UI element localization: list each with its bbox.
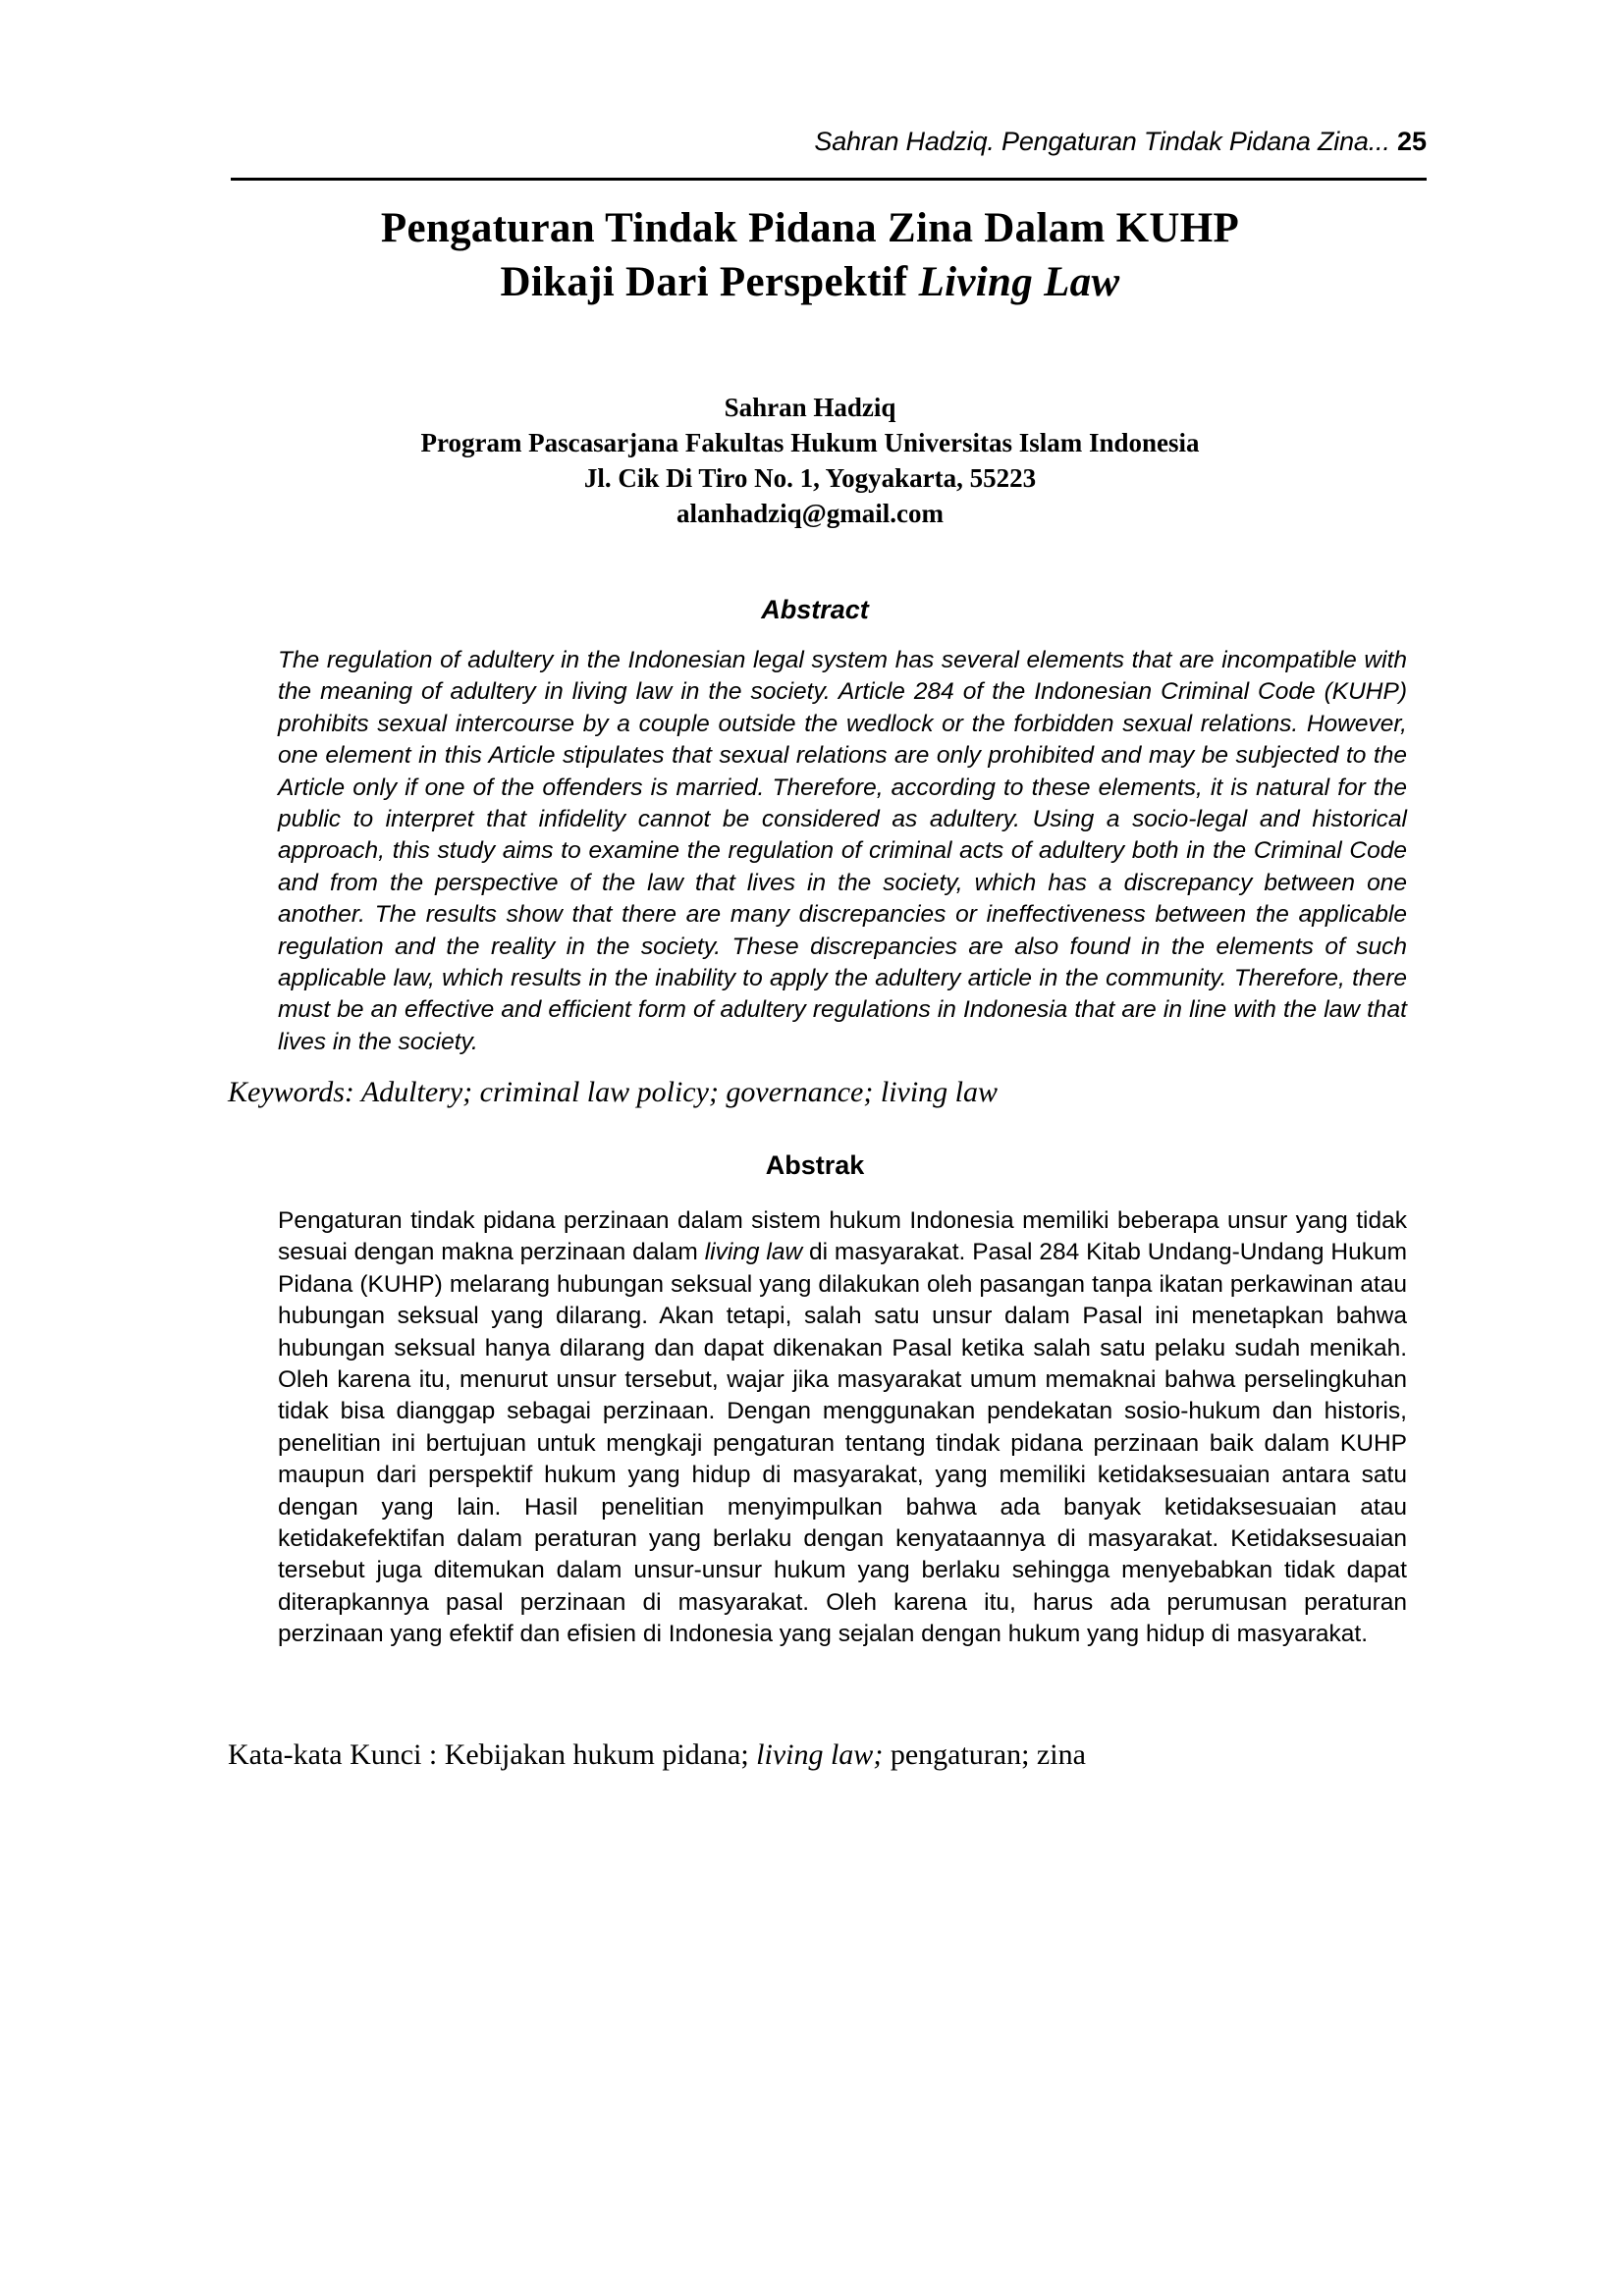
article-title-line-2-italic: Living Law xyxy=(918,259,1120,305)
author-affiliation: Program Pascasarjana Fakultas Hukum Universitas Islam Indonesia xyxy=(420,428,1200,457)
author-block xyxy=(187,390,1434,531)
keywords-indonesian xyxy=(228,1735,1426,1775)
header-divider xyxy=(231,178,1427,181)
article-title xyxy=(187,201,1434,309)
abstrak-body-part-2: di masyarakat. Pasal 284 Kitab Undang-Undang Hukum Pidana (KUHP) melarang hubungan seksual yang dilakukan oleh pasangan tanpa ikatan perkawinan atau hubungan seksual yang dilarang. Akan tetapi, salah satu unsur dalam Pasal ini menetapkan bahwa hubungan seksual hanya dilarang dan dapat dikenakan Pasal ketika salah satu pelaku sudah menikah. Oleh karena itu, menurut unsur tersebut, wajar jika masyarakat umum memaknai bahwa perselingkuhan tidak bisa dianggap sebagai perzinaan. Dengan menggunakan pendekatan sosio-hukum dan historis, penelitian ini bertujuan untuk mengkaji pengaturan tentang tindak pidana perzinaan baik dalam KUHP maupun dari perspektif hukum yang hidup di masyarakat, yang memiliki ketidaksesuaian antara satu dengan yang lain. Hasil penelitian menyimpulkan bahwa ada banyak ketidaksesuaian atau ketidakefektifan dalam peraturan yang berlaku dengan kenyataannya di masyarakat. Ketidaksesuaian tersebut juga ditemukan dalam unsur-unsur hukum yang berlaku sehingga menyebabkan tidak dapat diterapkannya pasal perzinaan di masyarakat. Oleh karena itu, harus ada perumusan peraturan perzinaan yang efektif dan efisien di Indonesia yang sejalan dengan hukum yang hidup di masyarakat. xyxy=(278,1239,1408,1648)
keywords-english xyxy=(228,1073,1426,1112)
running-head-title: Sahran Hadziq. Pengaturan Tindak Pidana Zina... xyxy=(814,127,1390,156)
abstract-body: The regulation of adultery in the Indonesian legal system has several elements that are incompatible with the meaning of adultery in living law in the society. Article 284 of the Indonesian Criminal Code (KUHP) prohibits sexual intercourse by a couple outside the wedlock or the forbidden sexual relations. However, one element in this Article stipulates that sexual relations are only prohibited and may be subjected to the Article only if one of the offenders is married. Therefore, according to these elements, it is natural for the public to interpret that infidelity cannot be considered as adultery. Using a socio-legal and historical approach, this study aims to examine the regulation of criminal acts of adultery both in the Criminal Code and from the perspective of the law that lives in the society, which has a discrepancy between one another. The results show that there are many discrepancies or ineffectiveness between the applicable regulation and the reality in the society. These discrepancies are also found in the elements of such applicable law, which results in the inability to apply the adultery article in the community. Therefore, there must be an effective and efficient form of adultery regulations in Indonesia that are in line with the law that lives in the society. xyxy=(278,647,1407,1055)
keywords-indonesian-label: Kata-kata Kunci : Kebijakan hukum pidana; xyxy=(228,1738,757,1771)
abstract-heading: Abstract xyxy=(761,595,869,624)
author-email: alanhadziq@gmail.com xyxy=(676,499,944,528)
article-title-line-1: Pengaturan Tindak Pidana Zina Dalam KUHP xyxy=(380,205,1240,251)
abstrak-body-part-1: Pengaturan tindak pidana perzinaan dalam sistem hukum Indonesia memiliki beberapa unsur yang tidak sesuai dengan makna perzinaan dalam xyxy=(278,1207,1407,1266)
article-title-line-2-plain: Dikaji Dari Perspektif xyxy=(500,259,919,305)
keywords-english-label: Keywords: xyxy=(228,1076,361,1108)
article-title-line-2 xyxy=(187,255,1434,309)
author-name: Sahran Hadziq xyxy=(724,393,896,422)
abstrak-body xyxy=(278,1205,1407,1651)
running-head xyxy=(231,126,1427,157)
author-address: Jl. Cik Di Tiro No. 1, Yogyakarta, 55223 xyxy=(583,463,1037,493)
page-number: 25 xyxy=(1396,127,1427,156)
abstrak-heading: Abstrak xyxy=(765,1150,865,1180)
keywords-indonesian-tail: pengaturan; zina xyxy=(883,1738,1086,1771)
keywords-indonesian-italic-term: living law; xyxy=(756,1738,884,1771)
keywords-english-value: Adultery; criminal law policy; governance; living law xyxy=(360,1076,999,1108)
abstrak-body-italic-term: living law xyxy=(704,1239,803,1266)
